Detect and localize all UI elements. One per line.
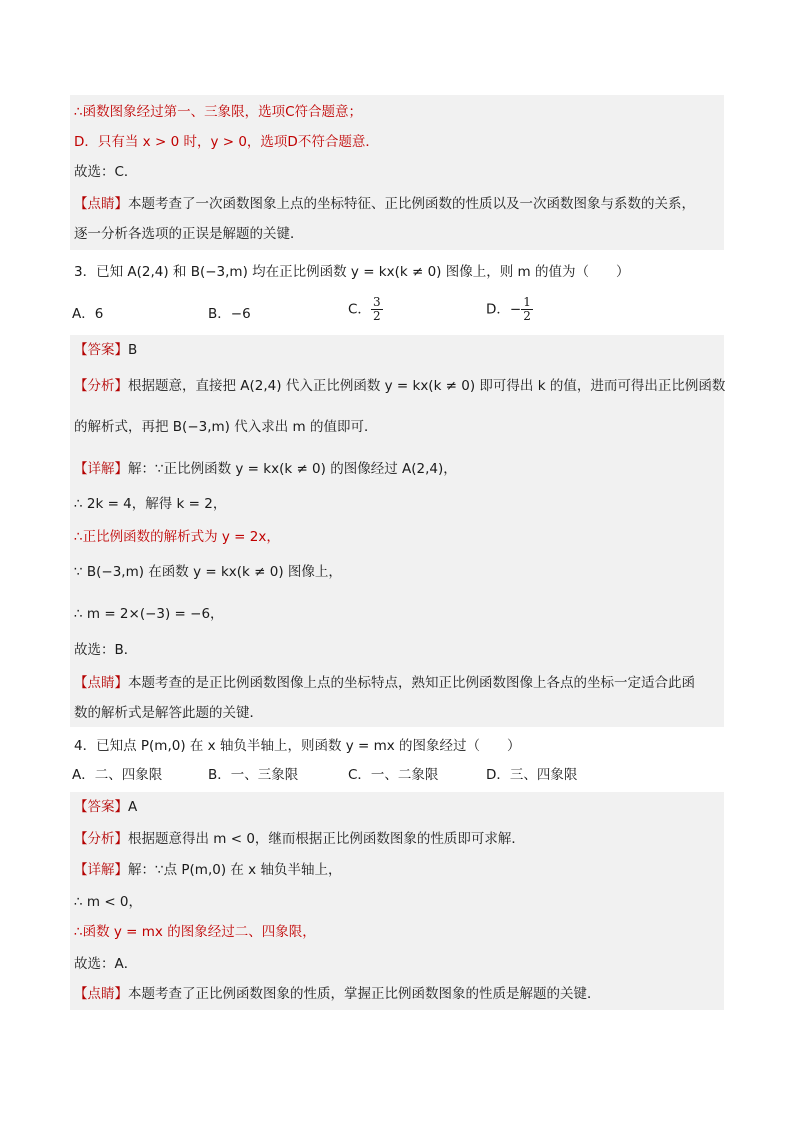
q3-detail-line-4: ∵ B(−3,m) 在函数 y = kx(k ≠ 0) 图像上， xyxy=(74,564,342,580)
q3-option-d-fraction xyxy=(521,296,533,323)
point-text: 本题考查了一次函数图象上点的坐标特征、正比例函数的性质以及一次函数图象与系数的关系， xyxy=(128,196,695,212)
q4-option-a: A．二、四象限 xyxy=(72,767,163,783)
q3-point-line xyxy=(74,673,695,693)
q4-detail-line-2: ∴ m < 0， xyxy=(74,894,143,910)
q4-detail-line-3: ∴函数 y = mx 的图象经过二、四象限， xyxy=(74,924,316,940)
q3-option-c xyxy=(348,296,383,323)
q2-point-line-2: 逐一分析各选项的正误是解题的关键． xyxy=(74,226,304,242)
q4-point-line xyxy=(74,984,601,1004)
q4-option-c: C．一、二象限 xyxy=(348,767,439,783)
q3-detail-line-5: ∴ m = 2×(−3) = −6， xyxy=(74,606,224,622)
point-tag: 【点睛】 xyxy=(74,986,128,1002)
answer-value: B xyxy=(128,342,138,358)
q3-detail-line-3: ∴正比例函数的解析式为 y = 2x， xyxy=(74,529,280,545)
answer-tag: 【答案】 xyxy=(74,799,128,815)
detail-text: 解：∵正比例函数 y = kx(k ≠ 0) 的图像经过 A(2,4)， xyxy=(128,461,457,477)
q2-choice-line: 故选：C． xyxy=(74,164,138,180)
q4-option-b: B．一、三象限 xyxy=(208,767,299,783)
fraction-numerator: 3 xyxy=(372,295,381,309)
q3-answer-line xyxy=(74,340,137,360)
q3-choice-line: 故选：B． xyxy=(74,642,138,658)
q3-option-d-label: D．− xyxy=(486,301,522,318)
solution-block-q4 xyxy=(70,792,724,1010)
q4-answer-line xyxy=(74,797,137,817)
q3-point-line-2: 数的解析式是解答此题的关键． xyxy=(74,705,263,721)
q3-option-c-label: C． xyxy=(348,301,371,318)
q3-option-d xyxy=(486,296,533,323)
q4-choice-line: 故选：A． xyxy=(74,956,138,972)
detail-tag: 【详解】 xyxy=(74,461,128,477)
analysis-text: 根据题意，直接把 A(2,4) 代入正比例函数 y = kx(k ≠ 0) 即可得出 k 的值，进而可得出正比例函数 xyxy=(128,378,726,394)
fraction-numerator: 1 xyxy=(523,295,531,309)
q2-point-line xyxy=(74,194,695,214)
q3-option-c-fraction xyxy=(371,296,383,323)
point-tag: 【点睛】 xyxy=(74,196,128,212)
q2-option-d-line: D．只有当 x > 0 时，y > 0，选项D不符合题意． xyxy=(74,134,379,150)
q4-option-d: D．三、四象限 xyxy=(486,767,578,783)
point-text: 本题考查了正比例函数图象的性质，掌握正比例函数图象的性质是解题的关键． xyxy=(128,986,601,1002)
q3-detail-line-2: ∴ 2k = 4，解得 k = 2， xyxy=(74,496,227,512)
q3-stem: 3．已知 A(2,4) 和 B(−3,m) 均在正比例函数 y = kx(k ≠ 0) 图像上，则 m 的值为（ ） xyxy=(74,264,630,280)
q4-analysis-line xyxy=(74,829,525,849)
fraction-denominator: 2 xyxy=(372,309,381,323)
q4-stem: 4．已知点 P(m,0) 在 x 轴负半轴上，则函数 y = mx 的图象经过（ ） xyxy=(74,738,521,754)
q3-detail-line xyxy=(74,459,457,479)
q2-conclusion-line: ∴函数图象经过第一、三象限，选项C符合题意； xyxy=(74,104,363,120)
fraction-denominator: 2 xyxy=(523,309,531,323)
q3-option-b: B．−6 xyxy=(208,306,251,322)
q3-analysis-line xyxy=(74,376,725,396)
analysis-text: 根据题意得出 m < 0，继而根据正比例函数图象的性质即可求解． xyxy=(128,831,525,847)
answer-value: A xyxy=(128,799,138,815)
q4-detail-line xyxy=(74,860,341,880)
point-text: 本题考查的是正比例函数图像上点的坐标特点，熟知正比例函数图像上各点的坐标一定适合此函 xyxy=(128,675,695,691)
answer-tag: 【答案】 xyxy=(74,342,128,358)
detail-tag: 【详解】 xyxy=(74,862,128,878)
q3-analysis-line-2: 的解析式，再把 B(−3,m) 代入求出 m 的值即可． xyxy=(74,419,378,435)
analysis-tag: 【分析】 xyxy=(74,831,128,847)
point-tag: 【点睛】 xyxy=(74,675,128,691)
detail-text: 解：∵点 P(m,0) 在 x 轴负半轴上， xyxy=(128,862,342,878)
q3-option-a: A．6 xyxy=(72,306,104,322)
analysis-tag: 【分析】 xyxy=(74,378,128,394)
